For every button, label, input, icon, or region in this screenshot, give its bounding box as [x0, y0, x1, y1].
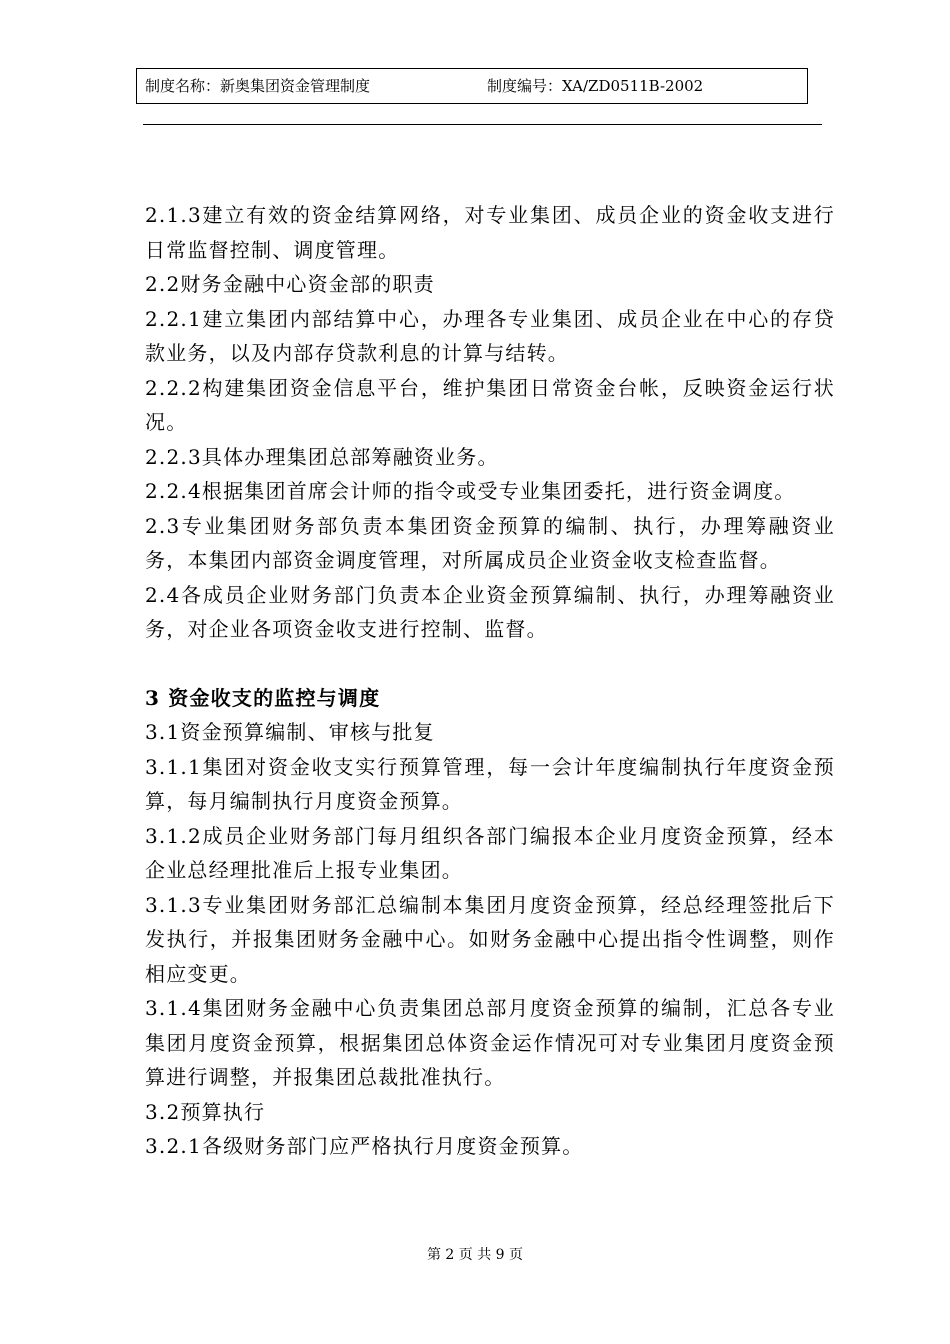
- paragraph: 2.1.3建立有效的资金结算网络，对专业集团、成员企业的资金收支进行日常监督控制、调度管理。: [145, 203, 835, 262]
- policy-number: 制度编号：XA/ZD0511B-2002: [487, 77, 704, 95]
- header-divider: [143, 124, 822, 125]
- section-spacer: [145, 647, 835, 681]
- paragraph: 2.3专业集团财务部负责本集团资金预算的编制、执行，办理筹融资业务，本集团内部资金调度管理，对所属成员企业资金收支检查监督。: [145, 513, 835, 572]
- paragraph: 2.4各成员企业财务部门负责本企业资金预算编制、执行，办理筹融资业务，对企业各项资金收支进行控制、监督。: [145, 582, 835, 641]
- document-header: [136, 68, 808, 104]
- paragraph: 3.2预算执行: [145, 1099, 266, 1124]
- paragraph: 3.1.4集团财务金融中心负责集团总部月度资金预算的编制，汇总各专业集团月度资金预算，根据集团总体资金运作情况可对专业集团月度资金预算进行调整，并报集团总裁批准执行。: [145, 996, 835, 1089]
- paragraph: 2.2.3具体办理集团总部筹融资业务。: [145, 444, 499, 469]
- section-heading: 3 资金收支的监控与调度: [145, 685, 381, 710]
- paragraph: 2.2.4根据集团首席会计师的指令或受专业集团委托，进行资金调度。: [145, 479, 796, 503]
- paragraph: 3.1资金预算编制、审核与批复: [145, 720, 435, 744]
- policy-name: 制度名称：新奥集团资金管理制度: [145, 77, 371, 95]
- paragraph: 3.1.2成员企业财务部门每月组织各部门编报本企业月度资金预算，经本企业总经理批准后上报专业集团。: [145, 823, 835, 882]
- document-body: [145, 198, 835, 1164]
- paragraph: 2.2.1建立集团内部结算中心，办理各专业集团、成员企业在中心的存贷款业务，以及内部存贷款利息的计算与结转。: [145, 306, 835, 365]
- paragraph: 2.2.2构建集团资金信息平台，维护集团日常资金台帐，反映资金运行状况。: [145, 375, 835, 434]
- paragraph: 2.2财务金融中心资金部的职责: [145, 272, 435, 296]
- page-number: 第 2 页 共 9 页: [426, 1247, 524, 1263]
- paragraph: 3.1.3专业集团财务部汇总编制本集团月度资金预算，经总经理签批后下发执行，并报集团财务金融中心。如财务金融中心提出指令性调整，则作相应变更。: [145, 892, 835, 986]
- paragraph: 3.2.1各级财务部门应严格执行月度资金预算。: [145, 1134, 584, 1158]
- paragraph: 3.1.1集团对资金收支实行预算管理，每一会计年度编制执行年度资金预算，每月编制执行月度资金预算。: [145, 754, 835, 813]
